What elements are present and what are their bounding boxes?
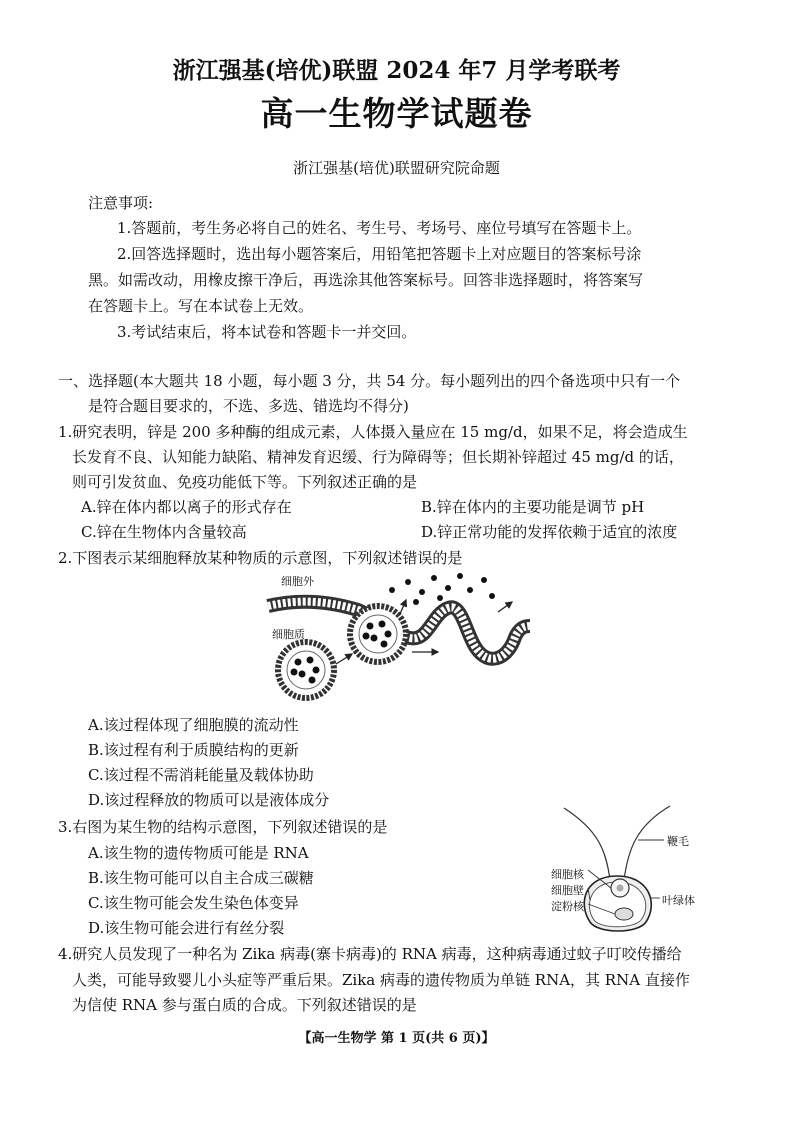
- notice-item-2-line2: 黑。如需改动，用橡皮擦干净后，再选涂其他答案标号。回答非选择题时，将答案写: [88, 271, 644, 289]
- q2-stem: 2.下图表示某细胞释放某种物质的示意图，下列叙述错误的是: [58, 549, 463, 567]
- q4-line3: 为信使 RNA 参与蛋白质的合成。下列叙述错误的是: [72, 996, 417, 1014]
- q2-option-c: C.该过程不需消耗能量及载体协助: [88, 766, 314, 784]
- q1-line3: 则可引发贫血、免疫功能低下等。下列叙述正确的是: [72, 473, 418, 491]
- q2-option-d: D.该过程释放的物质可以是液体成分: [88, 791, 330, 809]
- exam-title-line2: 高一生物学试题卷: [260, 94, 533, 133]
- flagellum-right: [624, 806, 670, 880]
- exam-title-line1: 浙江强基(培优)联盟 2024 年7 月学考联考: [172, 57, 621, 84]
- q2-option-a: A.该过程体现了细胞膜的流动性: [88, 716, 299, 734]
- label-flagellum: 鞭毛: [667, 835, 689, 848]
- q3-option-d: D.该生物可能会进行有丝分裂: [88, 919, 285, 937]
- q4-line2: 人类，可能导致婴儿小头症等严重后果。Zika 病毒的遗传物质为单链 RNA，其 RNA 直接作: [72, 971, 690, 989]
- notice-heading: 注意事项:: [88, 194, 154, 212]
- label-cell-exterior: 细胞外: [281, 575, 314, 588]
- pyrenoid: [615, 908, 633, 920]
- label-cytoplasm: 细胞质: [272, 628, 305, 641]
- section1-line1: 一、选择题(本大题共 18 小题，每小题 3 分，共 54 分。每小题列出的四个备选项中只有一个: [58, 372, 681, 390]
- notice-item-1: 1.答题前，考生务必将自己的姓名、考生号、考场号、座位号填写在答题卡上。: [117, 219, 642, 237]
- q3-option-b: B.该生物可能可以自主合成三碳糖: [88, 869, 314, 887]
- q1-option-c: C.锌在生物体内含量较高: [81, 523, 247, 541]
- label-cell-wall: 细胞壁: [551, 884, 584, 897]
- section1-line2: 是符合题目要求的，不选、多选、错选均不得分): [88, 397, 409, 415]
- q1-option-b: B.锌在体内的主要功能是调节 pH: [421, 498, 645, 516]
- q3-option-a: A.该生物的遗传物质可能是 RNA: [88, 844, 309, 862]
- label-pyrenoid: 淀粉核: [551, 900, 584, 913]
- page-footer: 【高一生物学 第 1 页(共 6 页)】: [298, 1031, 495, 1046]
- q2-option-b: B.该过程有利于质膜结构的更新: [88, 741, 299, 759]
- label-nucleus: 细胞核: [551, 868, 584, 881]
- notice-item-2-line1: 2.回答选择题时，选出每小题答案后，用铅笔把答题卡上对应题目的答案标号涂: [117, 245, 642, 263]
- q1-line2: 长发育不良、认知能力缺陷、精神发育迟缓、行为障碍等；但长期补锌超过 45 mg/d 的话，: [72, 448, 684, 466]
- q3-option-c: C.该生物可能会发生染色体变异: [88, 894, 299, 912]
- q3-stem: 3.右图为某生物的结构示意图，下列叙述错误的是: [58, 818, 388, 836]
- notice-item-3: 3.考试结束后，将本试卷和答题卡一并交回。: [117, 323, 417, 341]
- released-particles: [389, 573, 495, 605]
- exam-subtitle: 浙江强基(培优)联盟研究院命题: [293, 159, 500, 177]
- q1-line1: 1.研究表明，锌是 200 多种酶的组成元素，人体摄入量应在 15 mg/d，如果不足，将会造成生: [58, 423, 688, 441]
- q1-option-a: A.锌在体内都以离子的形式存在: [81, 498, 292, 516]
- label-chloroplast: 叶绿体: [662, 894, 695, 907]
- q4-line1: 4.研究人员发现了一种名为 Zika 病毒(寨卡病毒)的 RNA 病毒，这种病毒通过蚊子叮咬传播给: [58, 945, 682, 963]
- notice-item-2-line3: 在答题卡上。写在本试卷上无效。: [88, 297, 314, 315]
- q1-option-d: D.锌正常功能的发挥依赖于适宜的浓度: [421, 523, 678, 541]
